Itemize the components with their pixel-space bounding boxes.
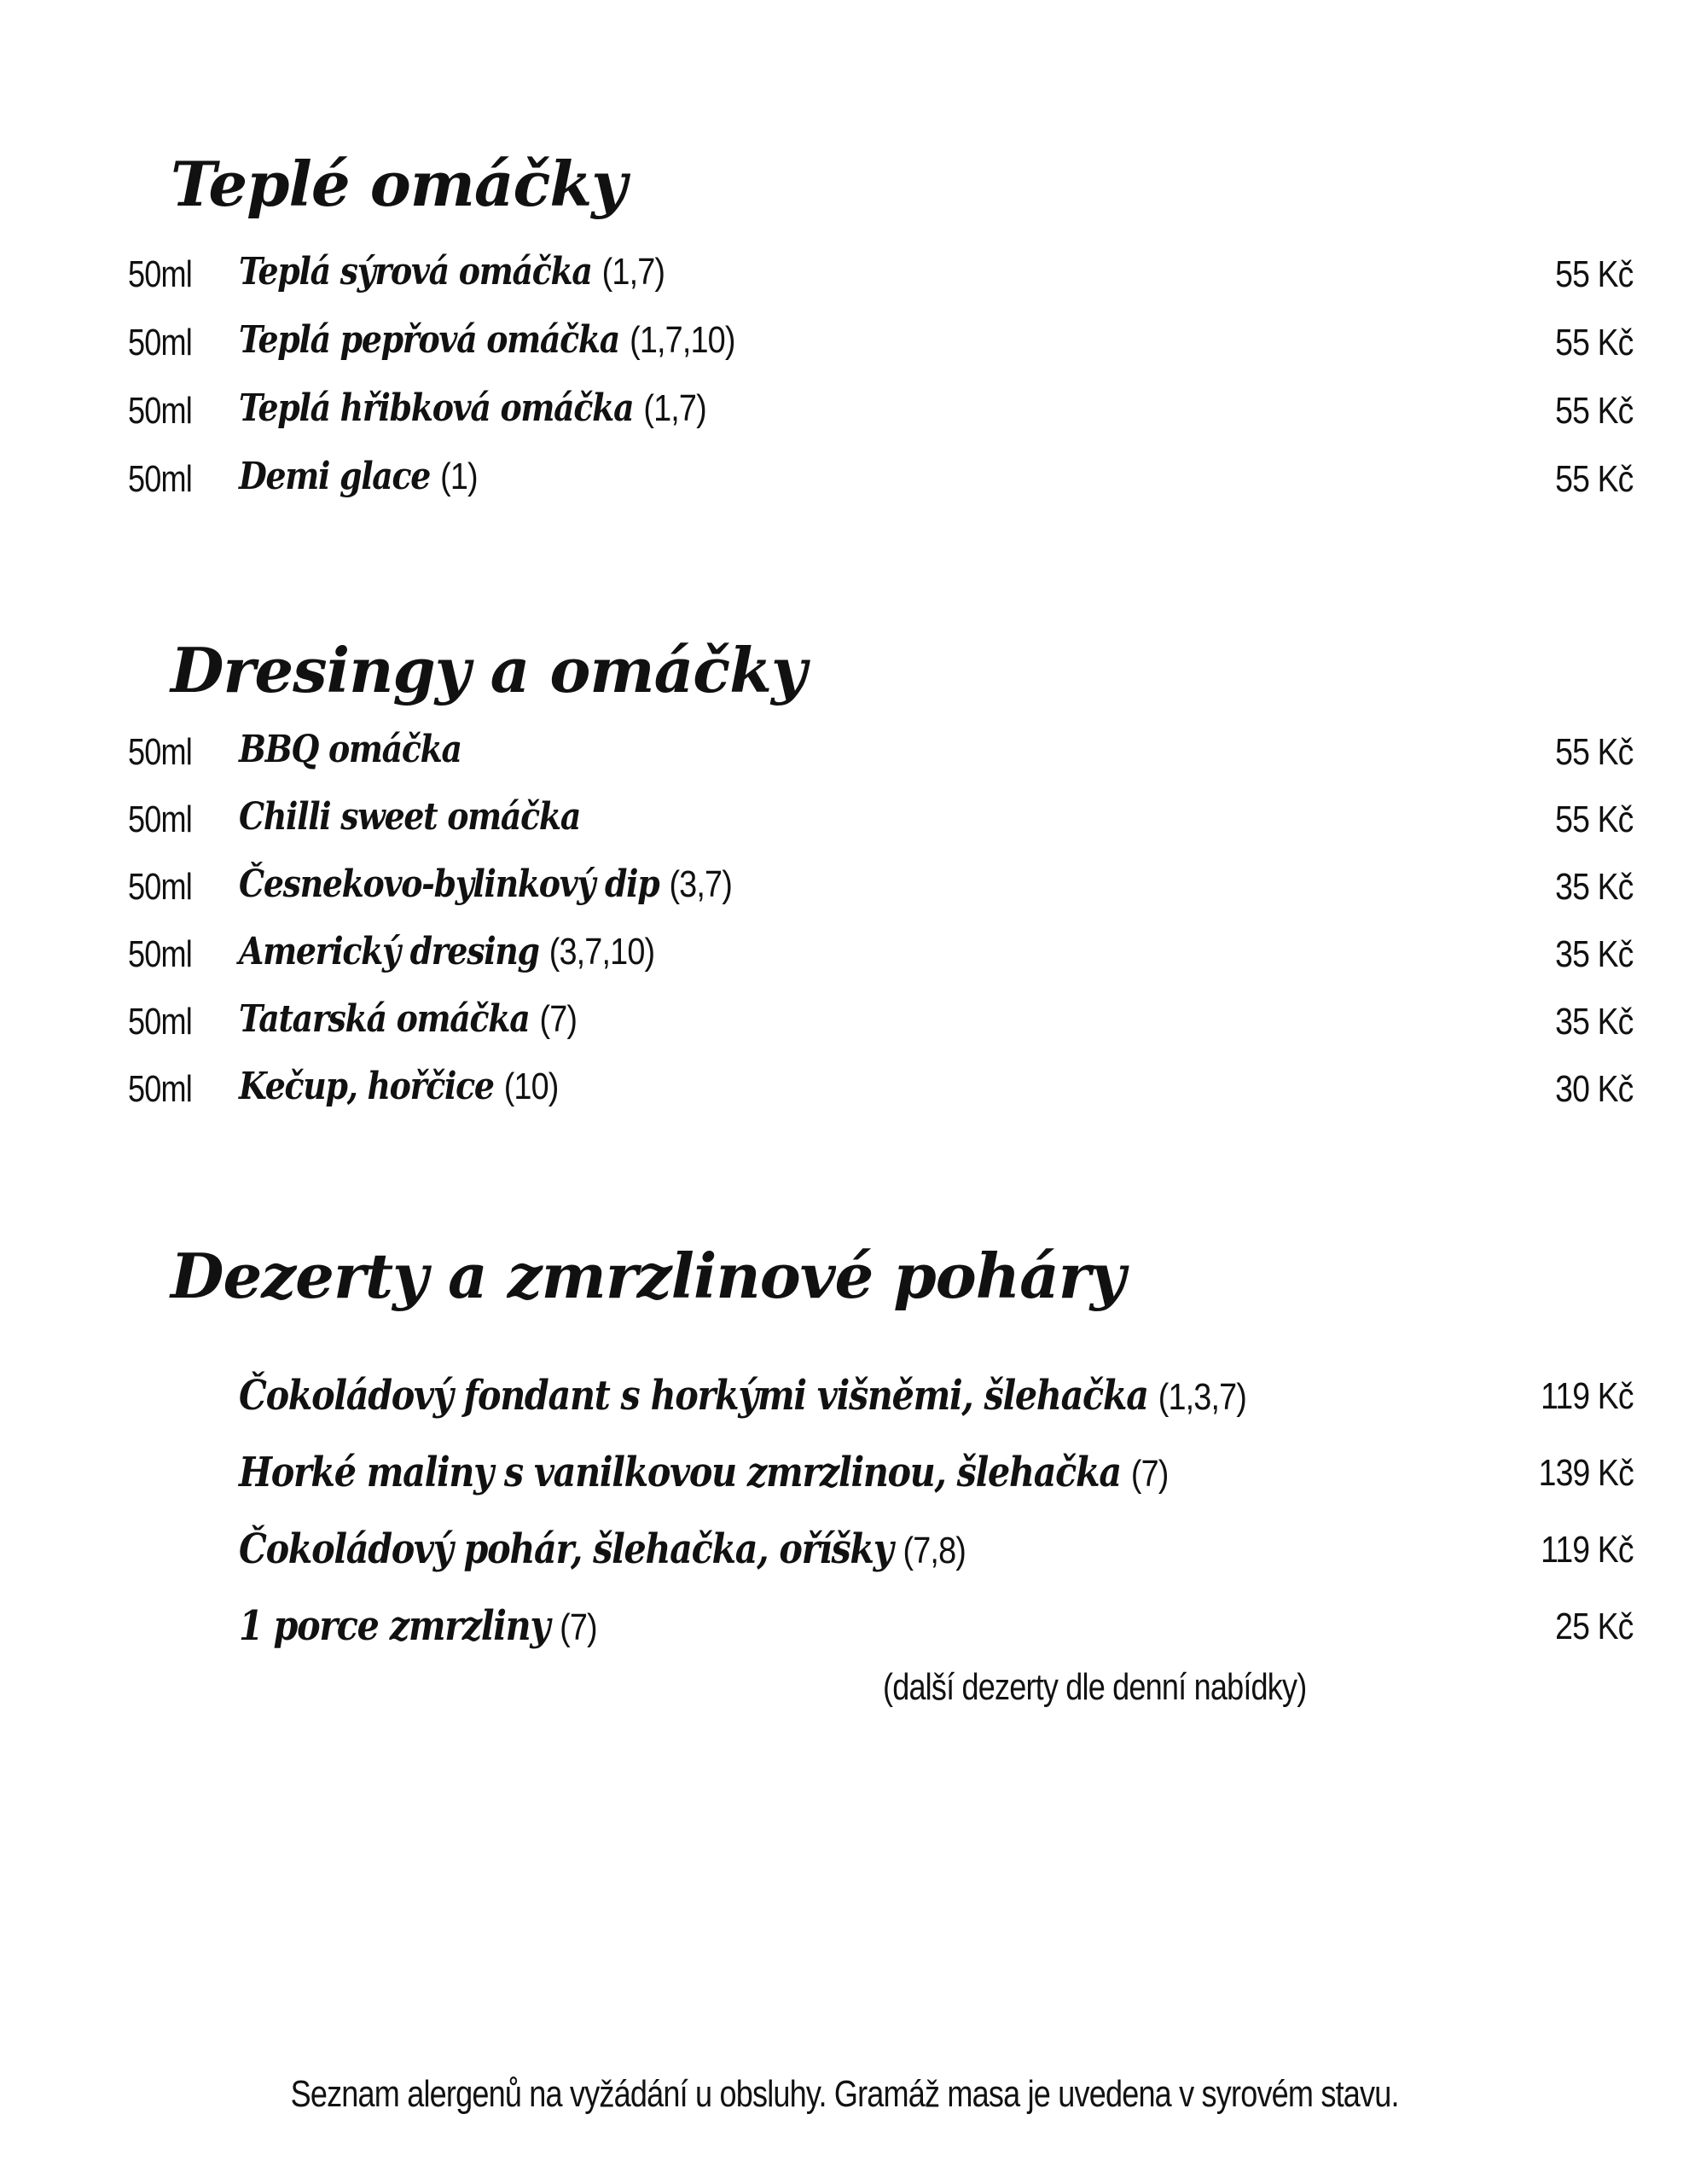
item-price: 55 Kč (1555, 731, 1634, 773)
item-allergens: (7) (560, 1606, 597, 1648)
item-price: 30 Kč (1555, 1068, 1634, 1110)
dessert-note: (další dezerty dle denní nabídky) (883, 1666, 1307, 1708)
item-quantity: 50ml (128, 1001, 192, 1043)
menu-item (128, 788, 1634, 850)
item-quantity: 50ml (128, 458, 192, 500)
item-quantity: 50ml (128, 799, 192, 840)
item-quantity: 50ml (128, 322, 192, 363)
section-title-teple-omacky: Teplé omáčky (171, 148, 627, 220)
item-price: 35 Kč (1555, 933, 1634, 975)
menu-item (128, 721, 1634, 782)
item-allergens: (7) (1130, 1453, 1169, 1495)
item-name: Demi glace (1) (239, 455, 478, 498)
item-name: Americký dresing (3,7,10) (239, 930, 655, 973)
menu-item (128, 1058, 1634, 1119)
item-name: Horké maliny s vanilkovou zmrzlinou, šlehačka (7) (239, 1449, 1169, 1496)
item-allergens: (1,3,7) (1158, 1376, 1247, 1418)
menu-item (128, 380, 1634, 441)
item-allergens: (1,7) (643, 387, 706, 429)
item-price: 35 Kč (1555, 1001, 1634, 1043)
menu-item (128, 923, 1634, 985)
item-price: 55 Kč (1555, 322, 1634, 363)
item-allergens: (3,7,10) (548, 931, 655, 973)
item-price: 55 Kč (1555, 799, 1634, 840)
footer-text: Seznam alergenů na vyžádání u obsluhy. Gramáž masa je uvedena v syrovém stavu. (290, 2073, 1399, 2115)
item-name: Teplá hřibková omáčka (1,7) (239, 386, 706, 430)
item-price: 55 Kč (1555, 253, 1634, 295)
item-allergens: (1,7) (601, 251, 665, 293)
item-name: Teplá sýrová omáčka (1,7) (239, 250, 665, 293)
item-price: 25 Kč (1555, 1606, 1634, 1647)
item-price: 119 Kč (1541, 1529, 1634, 1571)
item-allergens: (7,8) (903, 1530, 966, 1571)
item-price: 119 Kč (1541, 1375, 1634, 1417)
item-quantity: 50ml (128, 731, 192, 773)
item-name: Chilli sweet omáčka (239, 795, 581, 839)
item-quantity: 50ml (128, 933, 192, 975)
item-name: Tatarská omáčka (7) (239, 997, 578, 1041)
item-quantity: 50ml (128, 253, 192, 295)
item-name: Česnekovo-bylinkový dip (3,7) (239, 863, 732, 906)
item-price: 139 Kč (1538, 1452, 1634, 1494)
item-allergens: (3,7) (669, 863, 732, 905)
item-allergens: (10) (503, 1066, 559, 1107)
menu-item (128, 243, 1634, 305)
menu-item (128, 1442, 1634, 1503)
footer-note (0, 2073, 1689, 2116)
menu-item (128, 1595, 1634, 1657)
item-name: Čokoládový fondant s horkými višněmi, šlehačka (1,3,7) (239, 1372, 1247, 1420)
menu-item (128, 311, 1634, 373)
item-allergens: (1) (440, 456, 478, 497)
item-price: 55 Kč (1555, 458, 1634, 500)
item-quantity: 50ml (128, 866, 192, 908)
section-title-dresingy-a-omacky: Dresingy a omáčky (171, 634, 806, 706)
item-quantity: 50ml (128, 390, 192, 432)
menu-item (128, 856, 1634, 917)
item-name: Čokoládový pohár, šlehačka, oříšky (7,8) (239, 1525, 966, 1573)
item-name: 1 porce zmrzliny (7) (239, 1602, 597, 1650)
item-allergens: (7) (539, 998, 578, 1040)
section-title-dezerty: Dezerty a zmrzlinové poháry (171, 1240, 1125, 1312)
menu-item (128, 1365, 1634, 1426)
item-price: 35 Kč (1555, 866, 1634, 908)
item-name: BBQ omáčka (239, 728, 461, 771)
item-price: 55 Kč (1555, 390, 1634, 432)
menu-item (128, 990, 1634, 1052)
menu-item (128, 1519, 1634, 1580)
item-quantity: 50ml (128, 1068, 192, 1110)
menu-item (128, 448, 1634, 509)
item-name: Teplá pepřová omáčka (1,7,10) (239, 318, 735, 362)
item-name: Kečup, hořčice (10) (239, 1065, 559, 1108)
item-allergens: (1,7,10) (630, 319, 735, 361)
